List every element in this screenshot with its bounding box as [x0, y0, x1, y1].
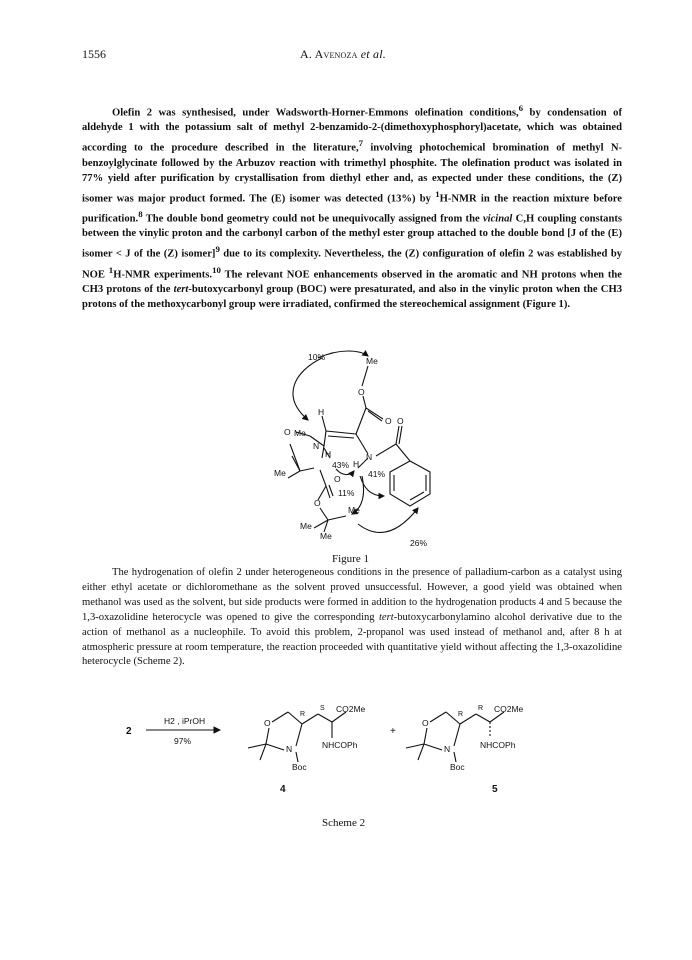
compound4-n: N [286, 744, 293, 754]
label-me-top: Me [366, 356, 378, 366]
noe-label-41: 41% [368, 469, 386, 479]
running-head [300, 47, 386, 62]
label-me-boc2: Me [300, 521, 312, 531]
label-o-boc: O [314, 498, 321, 508]
noe-label-10: 10% [308, 352, 326, 362]
label-o-ring: O [284, 427, 291, 437]
label-h-vinyl: H [318, 407, 325, 417]
scheme2-caption: Scheme 2 [322, 817, 366, 829]
yield-label: 97% [174, 736, 192, 746]
compound4-nh: NHCOPh [322, 740, 358, 750]
label-me-ring1: Me [294, 428, 306, 438]
figure1-structure [250, 336, 450, 551]
label-n-amide: N [366, 452, 373, 462]
label-me-boc1: Me [348, 505, 360, 515]
reagent-label: H2 , iPrOH [164, 716, 206, 726]
compound4-stereo-chain: S [320, 705, 325, 712]
compound5-o: O [422, 718, 429, 728]
label-h-ring: H [325, 449, 332, 459]
running-head-suffix: et al. [360, 47, 386, 61]
label-o-carbonyl: O [385, 416, 392, 426]
paragraph-olefin-synthesis: Olefin 2 was synthesised, under Wadsworth-Horner-Emmons olefination conditions,$^6$ by condensation of aldehyde 1 with the potassium salt of methyl 2-benzamido-2-(dimethoxyphosphoryl)acetate, which was obtained according to the procedure described in the literature,$^7$ involving photochemical bromination of methyl N-benzoylglycinate followed by the Arbuzov reaction with trimethyl phosphite. The olefination product was isolated in 77% yield after purification by crystallisation from diethyl ether and, as expected under these conditions, the (Z) isomer was major product formed. The (E) isomer was detected (13%) by $^1$H-NMR in the reaction mixture before purification.$^8$ The double bond geometry could not be unequivocally assigned from the vicinal C,H coupling constants between the vinylic proton and the carbonyl carbon of the methyl ester group attached to the double bond [J of the (E) isomer < J of the (Z) isomer]$^9$ due to its complexity. Nevertheless, the (Z) configuration of olefin 2 was established by NOE $^1$H-NMR experiments.$^{10}$ The relevant NOE enhancements observed in the aromatic and NH protons when the CH3 protons of the tert-butoxycarbonyl group (BOC) were presaturated, and also in the vinylic proton when the CH3 protons of the methoxycarbonyl group were irradiated, confirmed the stereochemical assignment (Figure 1). [82, 103, 623, 311]
label-o-amide: O [397, 416, 404, 426]
noe-label-26: 26% [410, 538, 428, 548]
label-h-nh: H [353, 459, 360, 469]
label-o-ester: O [358, 387, 365, 397]
compound5-boc: Boc [450, 762, 465, 772]
scheme2-reaction [120, 698, 600, 804]
page-number: 1556 [82, 47, 106, 61]
compound5-stereo-ring: R [458, 711, 464, 718]
label-me-boc3: Me [320, 531, 332, 541]
running-head-author: A. Avenoza [300, 47, 358, 61]
label-n-ring: N [313, 441, 320, 451]
noe-label-43: 43% [332, 460, 350, 470]
compound4-o: O [264, 718, 271, 728]
figure1-caption: Figure 1 [332, 553, 369, 565]
compound4-ester: CO2Me [336, 704, 366, 714]
compound4-boc: Boc [292, 762, 307, 772]
label-o-boc-carbonyl: O [334, 474, 341, 484]
paragraph-hydrogenation: The hydrogenation of olefin 2 under heterogeneous conditions in the presence of palladium-carbon as a catalyst using either ethyl acetate or dichloromethane as the solvent proved unsuccessful. However, a good yield was obtained when methanol was used as the solvent, but side products were formed in addition to the hydrogenation products 4 and 5 because the 1,3-oxazolidine heterocycle was opened to give the corresponding tert-butoxycarbonylamino alcohol derivative due to the action of methanol as a nucleophile. To avoid this problem, 2-propanol was used instead of methanol and, after 8 h at atmospheric pressure at room temperature, the reaction proceeded with quantitative yield without affecting the 1,3-oxazolidine heterocycle (Scheme 2). [82, 567, 622, 668]
compound5-ester: CO2Me [494, 704, 524, 714]
compound5-n: N [444, 744, 451, 754]
compound5-stereo-chain: R [478, 705, 484, 712]
noe-label-11: 11% [338, 488, 355, 498]
compound4-stereo-ring: R [300, 711, 306, 718]
compound4-number: 4 [280, 784, 286, 795]
compound5-number: 5 [492, 784, 498, 795]
compound5-nh: NHCOPh [480, 740, 516, 750]
label-me-ring2: Me [274, 468, 286, 478]
plus-sign: + [390, 726, 396, 737]
reactant-number: 2 [126, 726, 132, 737]
